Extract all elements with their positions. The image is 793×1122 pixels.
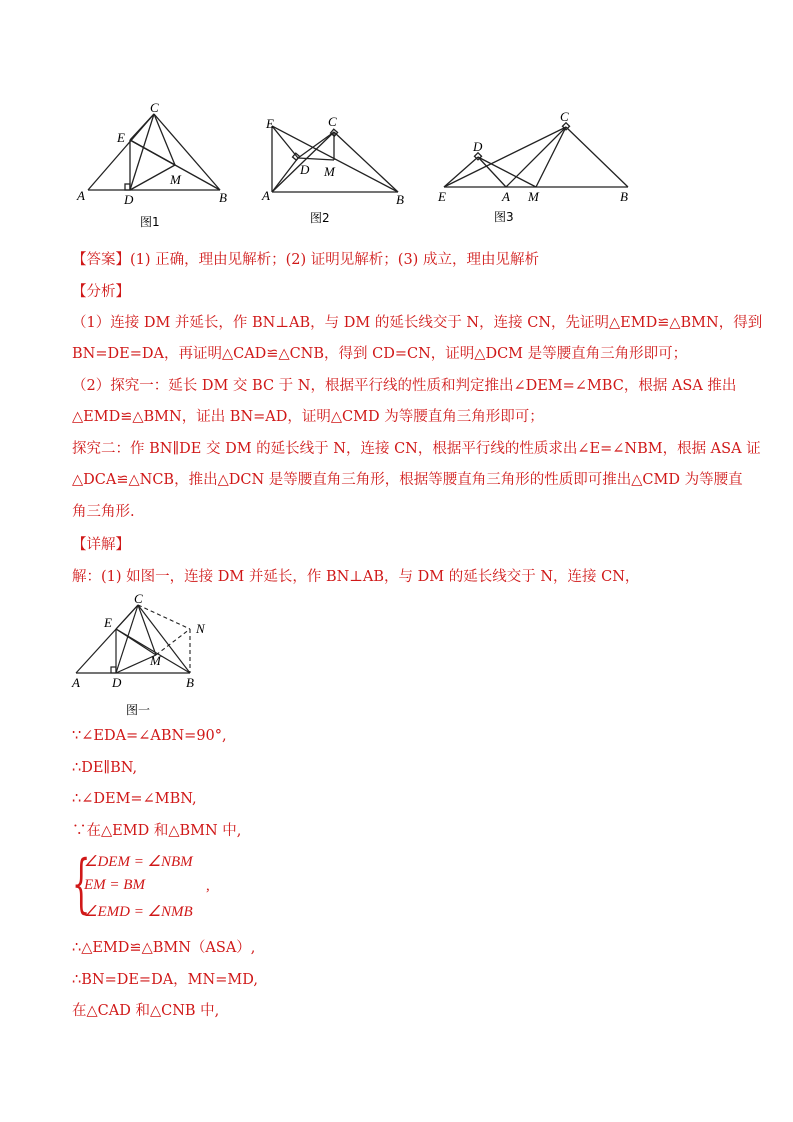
analysis-line-1: （1）连接 DM 并延长，作 BN⊥AB，与 DM 的延长线交于 N，连接 CN，先证明△EMD≌△BMN，得到 [72,315,763,331]
system-comma: , [206,878,210,894]
system-row-2: EM = BM [84,877,145,893]
fig1-label-m: M [170,172,181,187]
fig3-caption: 图3 [494,210,514,224]
figd-label-n: N [196,621,205,636]
fig1-label-c: C [150,100,159,115]
step-2: ∴DE∥BN, [72,760,138,776]
conclusion-3: 在△CAD 和△CNB 中, [72,1003,220,1019]
analysis-line-3: （2）探究一：延长 DM 交 BC 于 N，根据平行线的性质和判定推出∠DEM=∠MBC，根据 ASA 推出 [72,378,737,394]
fig3-label-d: D [473,139,483,154]
detail-intro: 解：(1) 如图一，连接 DM 并延长，作 BN⊥AB，与 DM 的延长线交于 N，连接 CN， [72,569,640,585]
fig2-label-m: M [324,164,335,179]
answer-line: 【答案】(1) 正确，理由见解析；(2) 证明见解析；(3) 成立，理由见解析 [72,252,539,268]
figd-label-e: E [104,615,112,630]
step-1: ∵∠EDA=∠ABN=90°, [72,728,227,744]
fig1-label-b: B [219,190,227,205]
system-row-3: ∠EMD = ∠NMB [84,904,193,920]
conclusion-1: ∴△EMD≌△BMN（ASA）, [72,940,256,956]
figd-label-c: C [134,593,143,606]
fig2-caption: 图2 [310,211,330,225]
figd-label-a: A [72,675,80,690]
conclusion-2: ∴BN=DE=DA，MN=MD, [72,972,258,988]
fig1-label-e: E [117,130,125,145]
equation-system [72,847,232,924]
step-4: ∵在△EMD 和△BMN 中, [72,823,242,839]
analysis-line-4: △EMD≌△BMN，证出 BN=AD，证明△CMD 为等腰直角三角形即可； [72,409,544,425]
fig1-caption: 图1 [140,215,160,229]
fig2-label-c: C [328,114,337,129]
figd-label-d: D [112,675,122,690]
fig2-label-e: E [266,116,274,131]
figure-2 [258,100,418,235]
figure-detail [68,593,228,723]
figd-label-m: M [150,653,161,668]
analysis-line-7: 角三角形. [72,504,135,520]
analysis-line-2: BN=DE=DA，再证明△CAD≌△CNB，得到 CD=CN，证明△DCM 是等腰直角三角形即可； [72,346,688,362]
analysis-line-6: △DCA≌△NCB，推出△DCN 是等腰直角三角形，根据等腰直角三角形的性质即可推出△CMD 为等腰直 [72,472,743,488]
figd-label-b: B [186,675,194,690]
system-row-1: ∠DEM = ∠NBM [84,854,193,870]
fig1-label-a: A [77,188,85,203]
fig1-label-d: D [124,192,134,207]
analysis-line-5: 探究二：作 BN∥DE 交 DM 的延长线于 N，连接 CN，根据平行线的性质求出∠E=∠NBM，根据 ASA 证 [72,441,761,457]
detail-heading: 【详解】 [72,537,130,553]
fig3-label-a: A [502,189,510,204]
fig3-label-e: E [438,189,446,204]
fig3-label-b: B [620,189,628,204]
analysis-heading: 【分析】 [72,284,130,300]
fig2-label-a: A [262,188,270,203]
figure-3 [432,105,642,235]
figd-caption: 图一 [126,703,151,717]
figure-1 [72,100,242,235]
fig3-label-m: M [528,189,539,204]
left-brace: { [72,847,91,921]
fig2-label-b: B [396,192,404,207]
step-3: ∴∠DEM=∠MBN, [72,791,197,807]
fig3-label-c: C [560,109,569,124]
fig2-label-d: D [300,162,310,177]
